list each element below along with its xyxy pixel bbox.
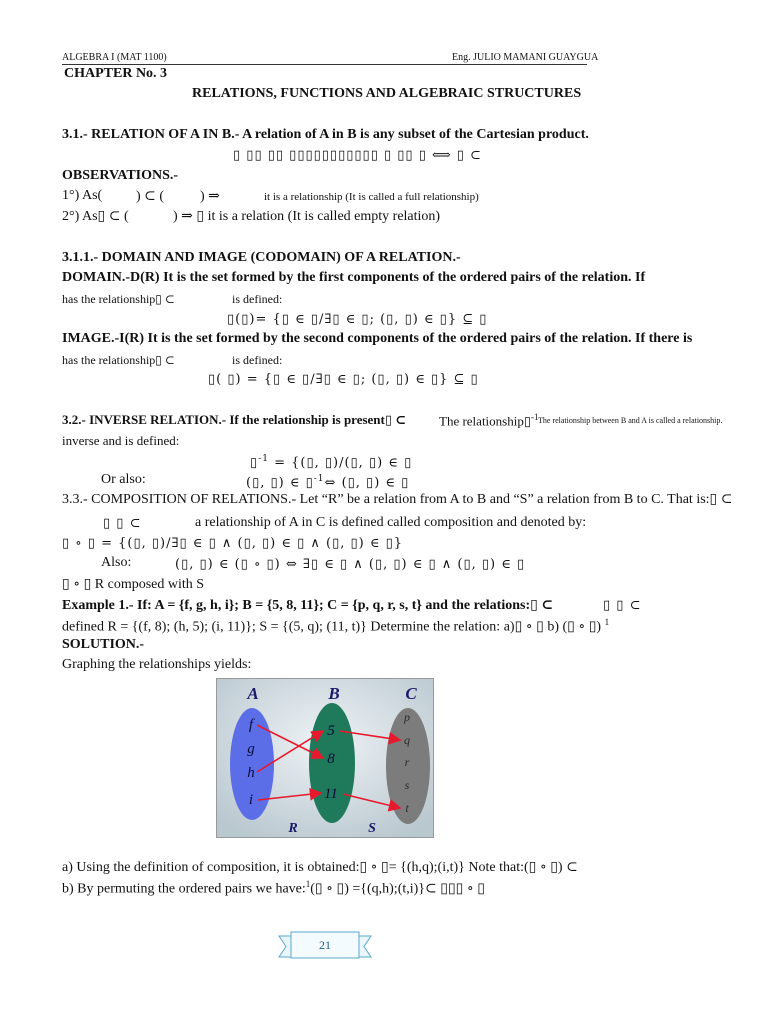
element-r: r — [404, 755, 410, 769]
observation-1-d: it is a relationship (It is called a full relationship) — [264, 191, 479, 203]
page-number: 21 — [319, 938, 331, 952]
element-h: h — [247, 765, 255, 781]
image-formula: ▯( ▯) = {▯ ∈ ▯/∃▯ ∈ ▯; (▯, ▯) ∈ ▯} ⊆ ▯ — [208, 372, 479, 387]
set-B-label: B — [328, 684, 340, 703]
answer-a: a) Using the definition of composition, it is obtained:▯ ∘ ▯= {(h,q);(i,t)} Note that:(▯ ∘ ▯) ⊂ — [62, 860, 578, 875]
section-3-3-line2-b: a relationship of A in C is defined called composition and denoted by: — [195, 515, 587, 530]
answer-b: b) By permuting the ordered pairs we have:$^1$(▯ ∘ ▯) ={(q,h);(t,i)}⊂ ▯▯▯ ∘ ▯ — [62, 879, 485, 897]
document-title: RELATIONS, FUNCTIONS AND ALGEBRAIC STRUCTURES — [192, 86, 582, 101]
element-p: p — [404, 710, 410, 724]
solution-heading: SOLUTION.- — [62, 637, 145, 652]
inverse-formula-1: ▯$^{-1}$ = {(▯, ▯)/(▯, ▯) ∈ ▯ — [250, 454, 413, 471]
observation-1-c: ) ⇒ — [200, 189, 220, 204]
observation-1-b: ) ⊂ ( — [136, 189, 165, 204]
or-also-label: Or also: — [101, 472, 146, 487]
element-8: 8 — [327, 751, 335, 767]
example-heading: Example 1.- If: A = {f, g, h, i}; B = {5, 8, 11}; C = {p, q, r, s, t} and the relations:▯ ⊂ — [62, 598, 554, 613]
element-11: 11 — [324, 786, 338, 802]
image-definition: IMAGE.-I(R) It is the set formed by the second components of the ordered pairs of the relation. If there is — [62, 331, 693, 346]
observation-1-a: 1°) As( — [62, 188, 103, 203]
section-3-1-1-heading: 3.1.1.- DOMAIN AND IMAGE (CODOMAIN) OF A RELATION.- — [62, 250, 461, 265]
element-i: i — [248, 792, 254, 808]
also-label: Also: — [101, 555, 132, 570]
example-line2: defined R = {(f, 8); (h, 5); (i, 11)}; S = {(5, q); (11, t)} Determine the relation: a)▯ ∘ ▯ b) (▯ ∘ ▯) $^1$ — [62, 617, 610, 635]
relation-diagram-svg — [217, 679, 433, 837]
domain-definition: DOMAIN.-D(R) It is the set formed by the first components of the ordered pairs of the relation. If — [62, 270, 646, 285]
section-3-3-line2-a: ▯ ▯ ⊂ — [103, 516, 142, 531]
section-3-2-line2: inverse and is defined: — [62, 433, 180, 448]
element-g: g — [247, 741, 255, 757]
domain-formula: ▯(▯)= {▯ ∈ ▯/∃▯ ∈ ▯; (▯, ▯) ∈ ▯} ⊆ ▯ — [227, 312, 488, 327]
section-3-1-heading: 3.1.- RELATION OF A IN B.- A relation of A in B is any subset of the Cartesian product. — [62, 127, 589, 142]
chapter-title: CHAPTER No. 3 — [64, 66, 168, 81]
domain-line2-b: is defined: — [232, 292, 283, 306]
relation-S-label: S — [368, 821, 376, 836]
element-f: f — [248, 717, 254, 733]
element-q: q — [404, 733, 410, 747]
observation-2-b: ) ⇒ ▯ it is a relation (It is called empty relation) — [173, 209, 441, 224]
composition-formula-2: (▯, ▯) ∈ (▯ ∘ ▯) ⇔ ∃▯ ∈ ▯ ∧ (▯, ▯) ∈ ▯ ∧ (▯, ▯) ∈ ▯ — [175, 557, 526, 572]
section-3-1-formula: ▯ ▯▯ ▯▯ ▯▯▯▯▯▯▯▯▯▯▯ ▯ ▯▯ ▯ ⟺ ▯ ⊂ — [233, 148, 482, 163]
observations-heading: OBSERVATIONS.- — [62, 168, 179, 183]
relation-R-label: R — [288, 821, 298, 836]
section-3-2-tail: The relationship between B and A is called a relationship. — [538, 416, 723, 425]
element-t: t — [405, 801, 409, 815]
composition-notation: ▯ ∘ ▯ R composed with S — [62, 577, 205, 592]
element-s: s — [404, 778, 410, 792]
inverse-formula-2: (▯, ▯) ∈ ▯$^{-1}$⇔ (▯, ▯) ∈ ▯ — [246, 474, 410, 491]
graphing-text: Graphing the relationships yields: — [62, 657, 252, 672]
set-A-label: A — [247, 684, 259, 703]
header-course: ALGEBRA I (MAT 1100) — [62, 52, 167, 63]
relation-diagram — [216, 678, 434, 838]
page-number-badge — [277, 929, 373, 963]
set-C-label: C — [405, 684, 417, 703]
example-heading-tail: ▯ ▯ ⊂ — [603, 598, 642, 613]
section-3-2-mid: The relationship▯$^{-1}$ — [439, 412, 539, 429]
image-line2-a: has the relationship▯ ⊂ — [62, 353, 175, 367]
composition-formula-1: ▯ ∘ ▯ = {(▯, ▯)/∃▯ ∈ ▯ ∧ (▯, ▯) ∈ ▯ ∧ (▯, ▯) ∈ ▯} — [62, 536, 404, 551]
section-3-3-heading: 3.3.- COMPOSITION OF RELATIONS.- Let “R” be a relation from A to B and “S” a relation from B to C. That is:▯ ⊂ — [62, 492, 733, 507]
element-5: 5 — [327, 723, 335, 739]
image-line2-b: is defined: — [232, 353, 283, 367]
section-3-2-heading: 3.2.- INVERSE RELATION.- If the relationship is present▯ ⊂ — [62, 412, 407, 427]
domain-line2-a: has the relationship▯ ⊂ — [62, 292, 175, 306]
observation-2-a: 2°) As▯ ⊂ ( — [62, 209, 129, 224]
header-rule — [62, 64, 587, 65]
header-author: Eng. JULIO MAMANI GUAYGUA — [452, 52, 599, 63]
